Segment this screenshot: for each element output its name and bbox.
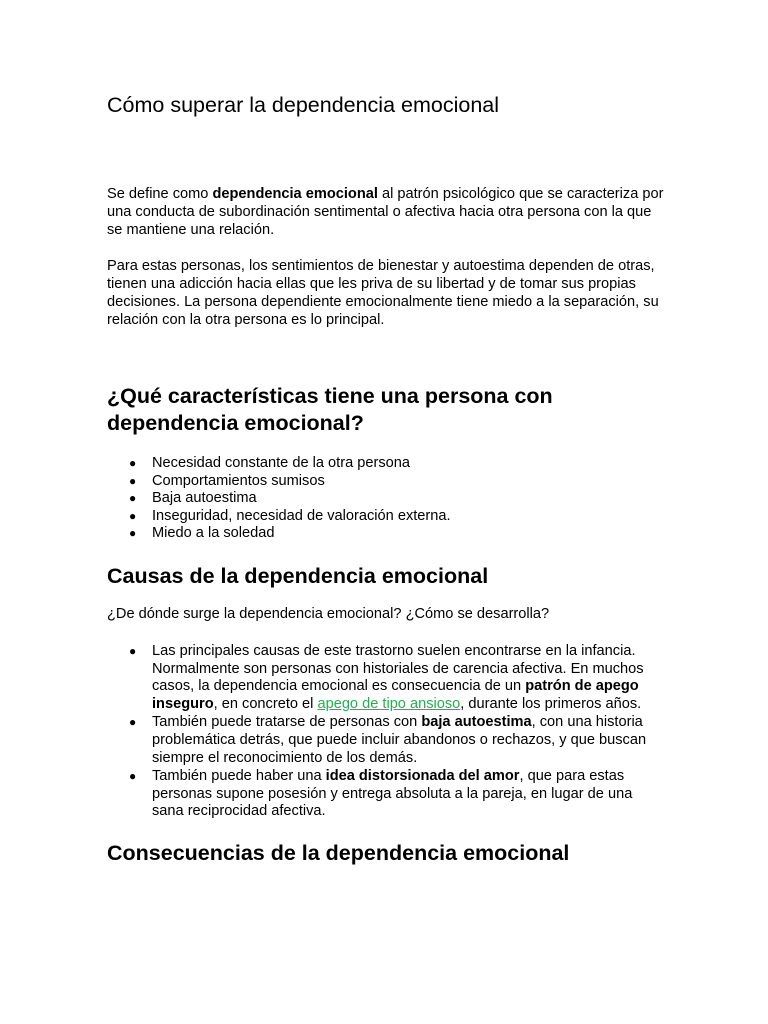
list-item-text: Inseguridad, necesidad de valoración externa. [152,507,451,524]
list-item [107,490,667,508]
bullet-icon: ● [129,456,137,470]
cause-3-bold-term: idea distorsionada del amor [325,768,520,785]
cause-2-bold-term: baja autoestima [421,714,532,731]
list-item-text: Miedo a la soledad [152,525,275,542]
cause-1-text-end: , durante los primeros años. [460,695,642,712]
list-item [107,714,667,767]
cause-1-text: Las principales causas de este trastorno suelen encontrarse en la infancia. Normalmente son personas con historiales de carencia afectiva. En muchos casos, la dependencia emocional es consecuencia de un [152,643,644,695]
bullet-icon: ● [129,769,137,784]
list-item-text: Baja autoestima [152,490,257,507]
list-item [107,473,667,491]
intro-p1-text: Se define como [107,186,213,202]
bullet-icon: ● [129,473,137,488]
cause-1-text-middle: , en concreto el [213,695,318,712]
list-item [107,643,667,713]
list-item-text: Necesidad constante de la otra persona [152,455,410,471]
bullet-icon: ● [129,526,137,541]
list-item [107,525,667,543]
intro-paragraph-1 [107,185,667,239]
cause-3-text-end: , que para estas personas supone posesión y entrega absoluta a la pareja, en lugar de una sana reciprocidad afectiva. [152,768,633,820]
list-item [107,768,667,821]
bullet-icon: ● [129,715,137,730]
causes-list [107,643,667,822]
apego-ansioso-link[interactable]: apego de tipo ansioso [317,695,461,712]
bullet-icon: ● [129,644,137,658]
intro-p1-bold-term: dependencia emocional [212,186,378,202]
intro-paragraph-2: Para estas personas, los sentimientos de bienestar y autoestima dependen de otras, tienen una adicción hacia ellas que les priva de su libertad y de tomar sus propias decisiones. La persona dependiente emocionalmente tiene miedo a la separación, su relación con la otra persona es lo principal. [107,258,659,328]
causes-question: ¿De dónde surge la dependencia emocional? ¿Cómo se desarrolla? [107,606,550,622]
bullet-icon: ● [129,491,137,506]
characteristics-list [107,455,667,543]
characteristics-heading: ¿Qué características tiene una persona con dependencia emocional? [107,384,553,435]
bullet-icon: ● [129,508,137,523]
consequences-heading: Consecuencias de la dependencia emocional [107,841,570,865]
list-item [107,455,667,473]
list-item [107,508,667,526]
causes-heading: Causas de la dependencia emocional [107,564,489,588]
intro-p1-text-after: al patrón psicológico que se caracteriza por una conducta de subordinación sentimental o afectiva hacia otra persona con la que se mantiene una relación. [107,186,664,238]
cause-3-text: También puede haber una [152,768,326,785]
cause-2-text: También puede tratarse de personas con [152,714,422,731]
list-item-text: Comportamientos sumisos [152,472,325,489]
document-title: Cómo superar la dependencia emocional [107,93,500,117]
cause-2-text-end: , con una historia problemática detrás, que puede incluir abandonos o rechazos, y que buscan siempre el reconocimiento de los demás. [152,714,647,766]
cause-1-bold-term: patrón de apego inseguro [152,678,639,712]
